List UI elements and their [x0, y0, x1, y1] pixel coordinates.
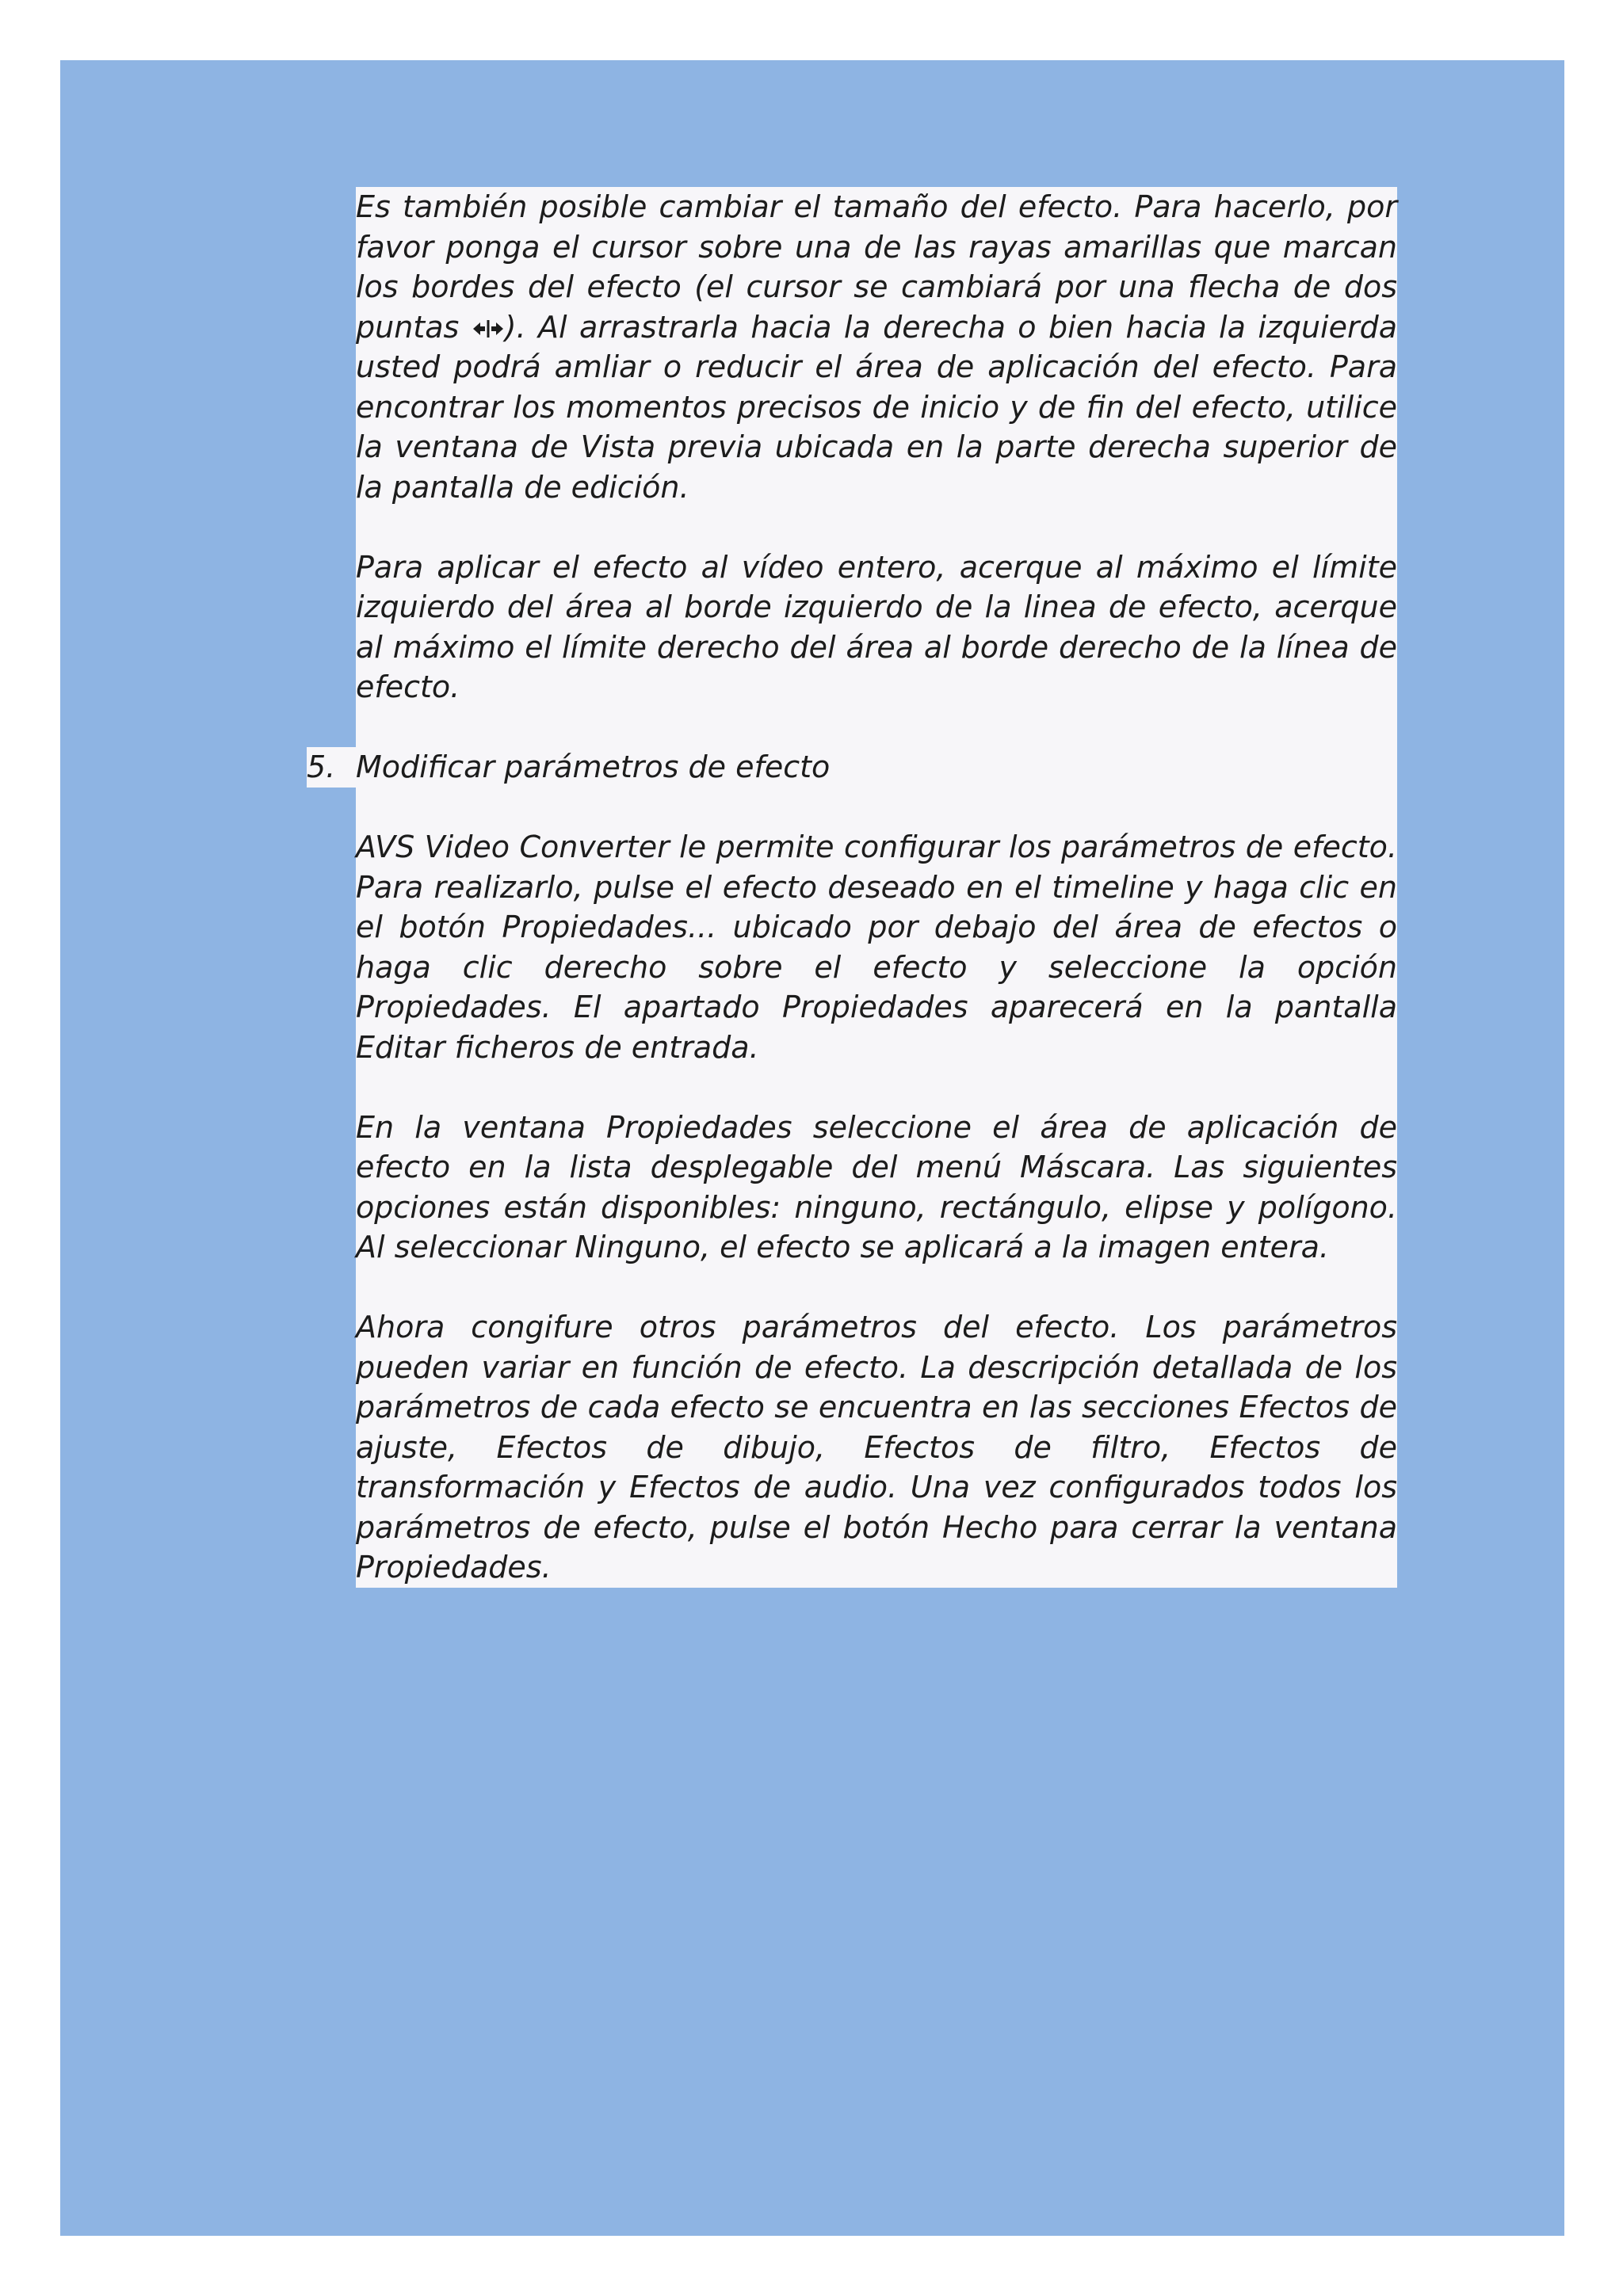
- section-heading: Modificar parámetros de efecto: [356, 749, 831, 784]
- paragraph-text: Es también posible cambiar el tamaño del efecto. Para hacerlo, por favor ponga el cursor sobre una de las rayas amarillas que marcan los bordes del efecto (el cursor se cambiará por una flecha de dos puntas: [356, 189, 1397, 345]
- paragraph-other-parameters: Ahora congifure otros parámetros del efecto. Los parámetros pueden variar en función de efecto. La descripción detallada de los parámetros de cada efecto se encuentra en las secciones Efectos de ajuste, Efectos de dibujo, Efectos de filtro, Efectos de transformación y Efectos de audio. Una vez configurados todos los parámetros de efecto, pulse el botón Hecho para cerrar la ventana Propiedades.: [356, 1310, 1397, 1585]
- document-body: [307, 187, 1397, 1588]
- list-number-text: 5.: [307, 749, 336, 784]
- paragraph-apply-entire-video: Para aplicar el efecto al vídeo entero, acerque al máximo el límite izquierdo del área al borde izquierdo de la linea de efecto, acerque al máximo el límite derecho del área al borde derecho de la línea de efecto.: [356, 549, 1397, 704]
- list-item-modify-parameters: [307, 747, 1397, 788]
- paragraph-mask-options: En la ventana Propiedades seleccione el área de aplicación de efecto en la lista desplegable del menú Máscara. Las siguientes opciones están disponibles: ninguno, rectángulo, elipse y polígono. Al seleccionar Ninguno, el efecto se aplicará a la imagen entera.: [356, 1109, 1397, 1264]
- paragraph-configure-parameters: AVS Video Converter le permite configurar los parámetros de efecto. Para realizarlo, pulse el efecto deseado en el timeline y haga clic en el botón Propiedades... ubicado por debajo del área de efectos o haga clic derecho sobre el efecto y seleccione la opción Propiedades. El apartado Propiedades aparecerá en la pantalla Editar ficheros de entrada.: [356, 830, 1397, 1065]
- list-number: [307, 747, 356, 788]
- double-arrow-resize-icon: [472, 317, 505, 341]
- paragraph-resize-effect: [356, 187, 1397, 507]
- paragraph-text: ). Al arrastrarla hacia la derecha o bien hacia la izquierda usted podrá amliar o reducir el área de aplicación del efecto. Para encontrar los momentos precisos de inicio y de fin del efecto, utilice la ventana de Vista previa ubicada en la parte derecha superior de la pantalla de edición.: [356, 309, 1397, 505]
